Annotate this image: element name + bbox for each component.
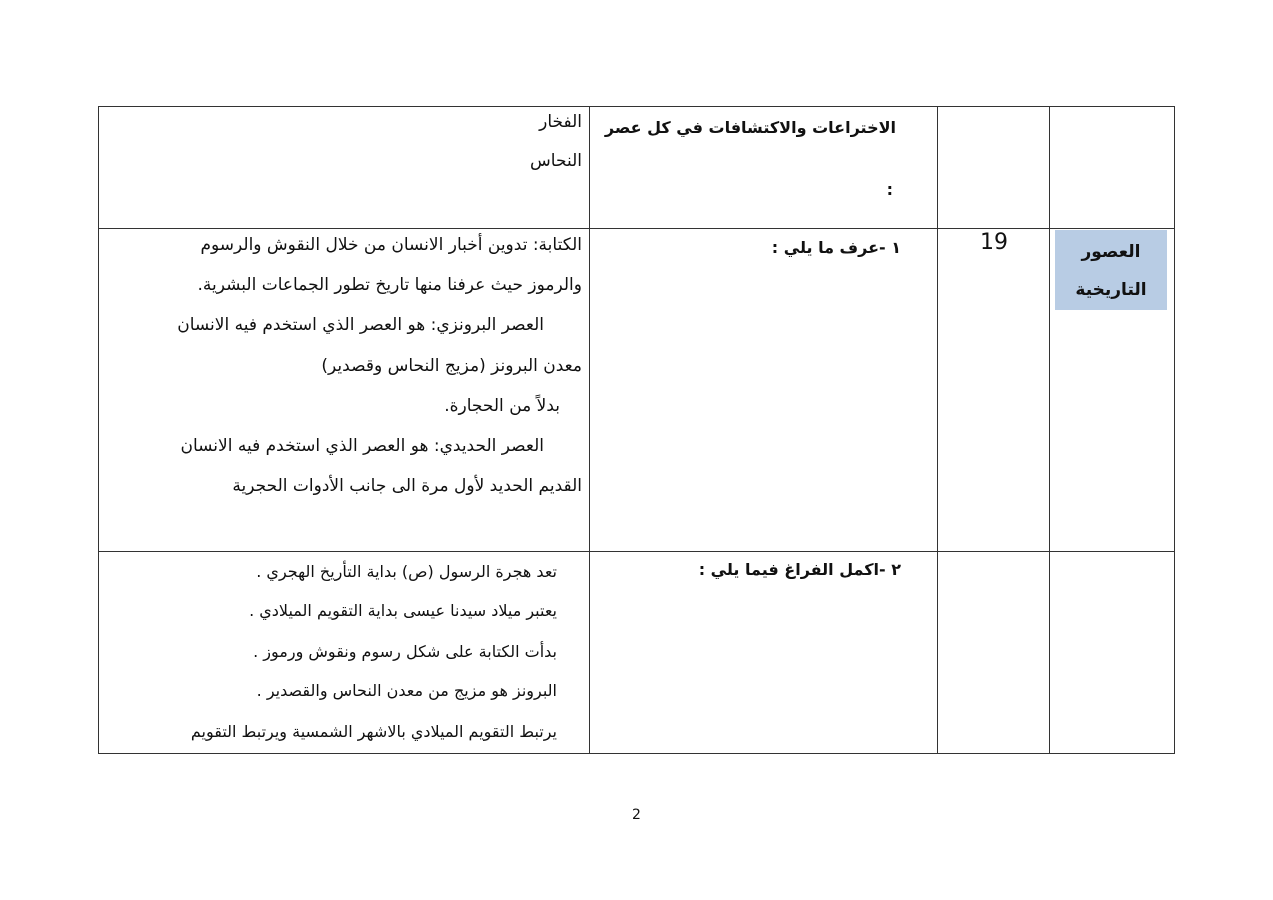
answer-line: القديم الحديد لأول مرة الى جانب الأدوات الحجرية	[232, 476, 582, 496]
answer-line: بدأت الكتابة على شكل رسوم ونقوش ورموز .	[253, 642, 557, 661]
topic-title-line: التاريخية	[1075, 280, 1147, 300]
answer-line: الفخار	[539, 112, 582, 132]
answer-line: الكتابة: تدوين أخبار الانسان من خلال النقوش والرسوم	[200, 235, 582, 255]
question-text: :	[886, 180, 893, 199]
column-divider	[1049, 107, 1050, 753]
row-divider	[99, 551, 1174, 552]
answer-line: النحاس	[530, 151, 582, 171]
answer-line: العصر البرونزي: هو العصر الذي استخدم فيه الانسان	[177, 315, 544, 335]
question-text: الاختراعات والاكتشافات في كل عصر	[604, 118, 896, 137]
answer-line: والرموز حيث عرفنا منها تاريخ تطور الجماعات البشرية.	[197, 275, 582, 295]
answer-line: العصر الحديدي: هو العصر الذي استخدم فيه الانسان	[180, 436, 544, 456]
column-divider	[937, 107, 938, 753]
question-text: ١ -عرف ما يلي :	[771, 238, 901, 257]
answer-line: يرتبط التقويم الميلادي بالاشهر الشمسية ويرتبط التقويم	[190, 722, 557, 741]
page-number: 2	[632, 807, 641, 823]
row-divider	[99, 228, 1174, 229]
column-divider	[589, 107, 590, 753]
question-text: ٢ -اكمل الفراغ فيما يلي :	[698, 560, 901, 579]
answer-line: بدلاً من الحجارة.	[444, 396, 560, 416]
topic-title-line: العصور	[1081, 242, 1141, 262]
lesson-number: 19	[980, 230, 1008, 255]
answer-line: يعتبر ميلاد سيدنا عيسى بداية التقويم الميلادي .	[249, 601, 557, 620]
answer-line: تعد هجرة الرسول (ص) بداية التأريخ الهجري .	[256, 562, 557, 581]
answer-line: البرونز هو مزيج من معدن النحاس والقصدير .	[256, 681, 557, 700]
answer-line: معدن البرونز (مزيج النحاس وقصدير)	[321, 356, 582, 376]
topic-title-box	[1055, 230, 1167, 310]
